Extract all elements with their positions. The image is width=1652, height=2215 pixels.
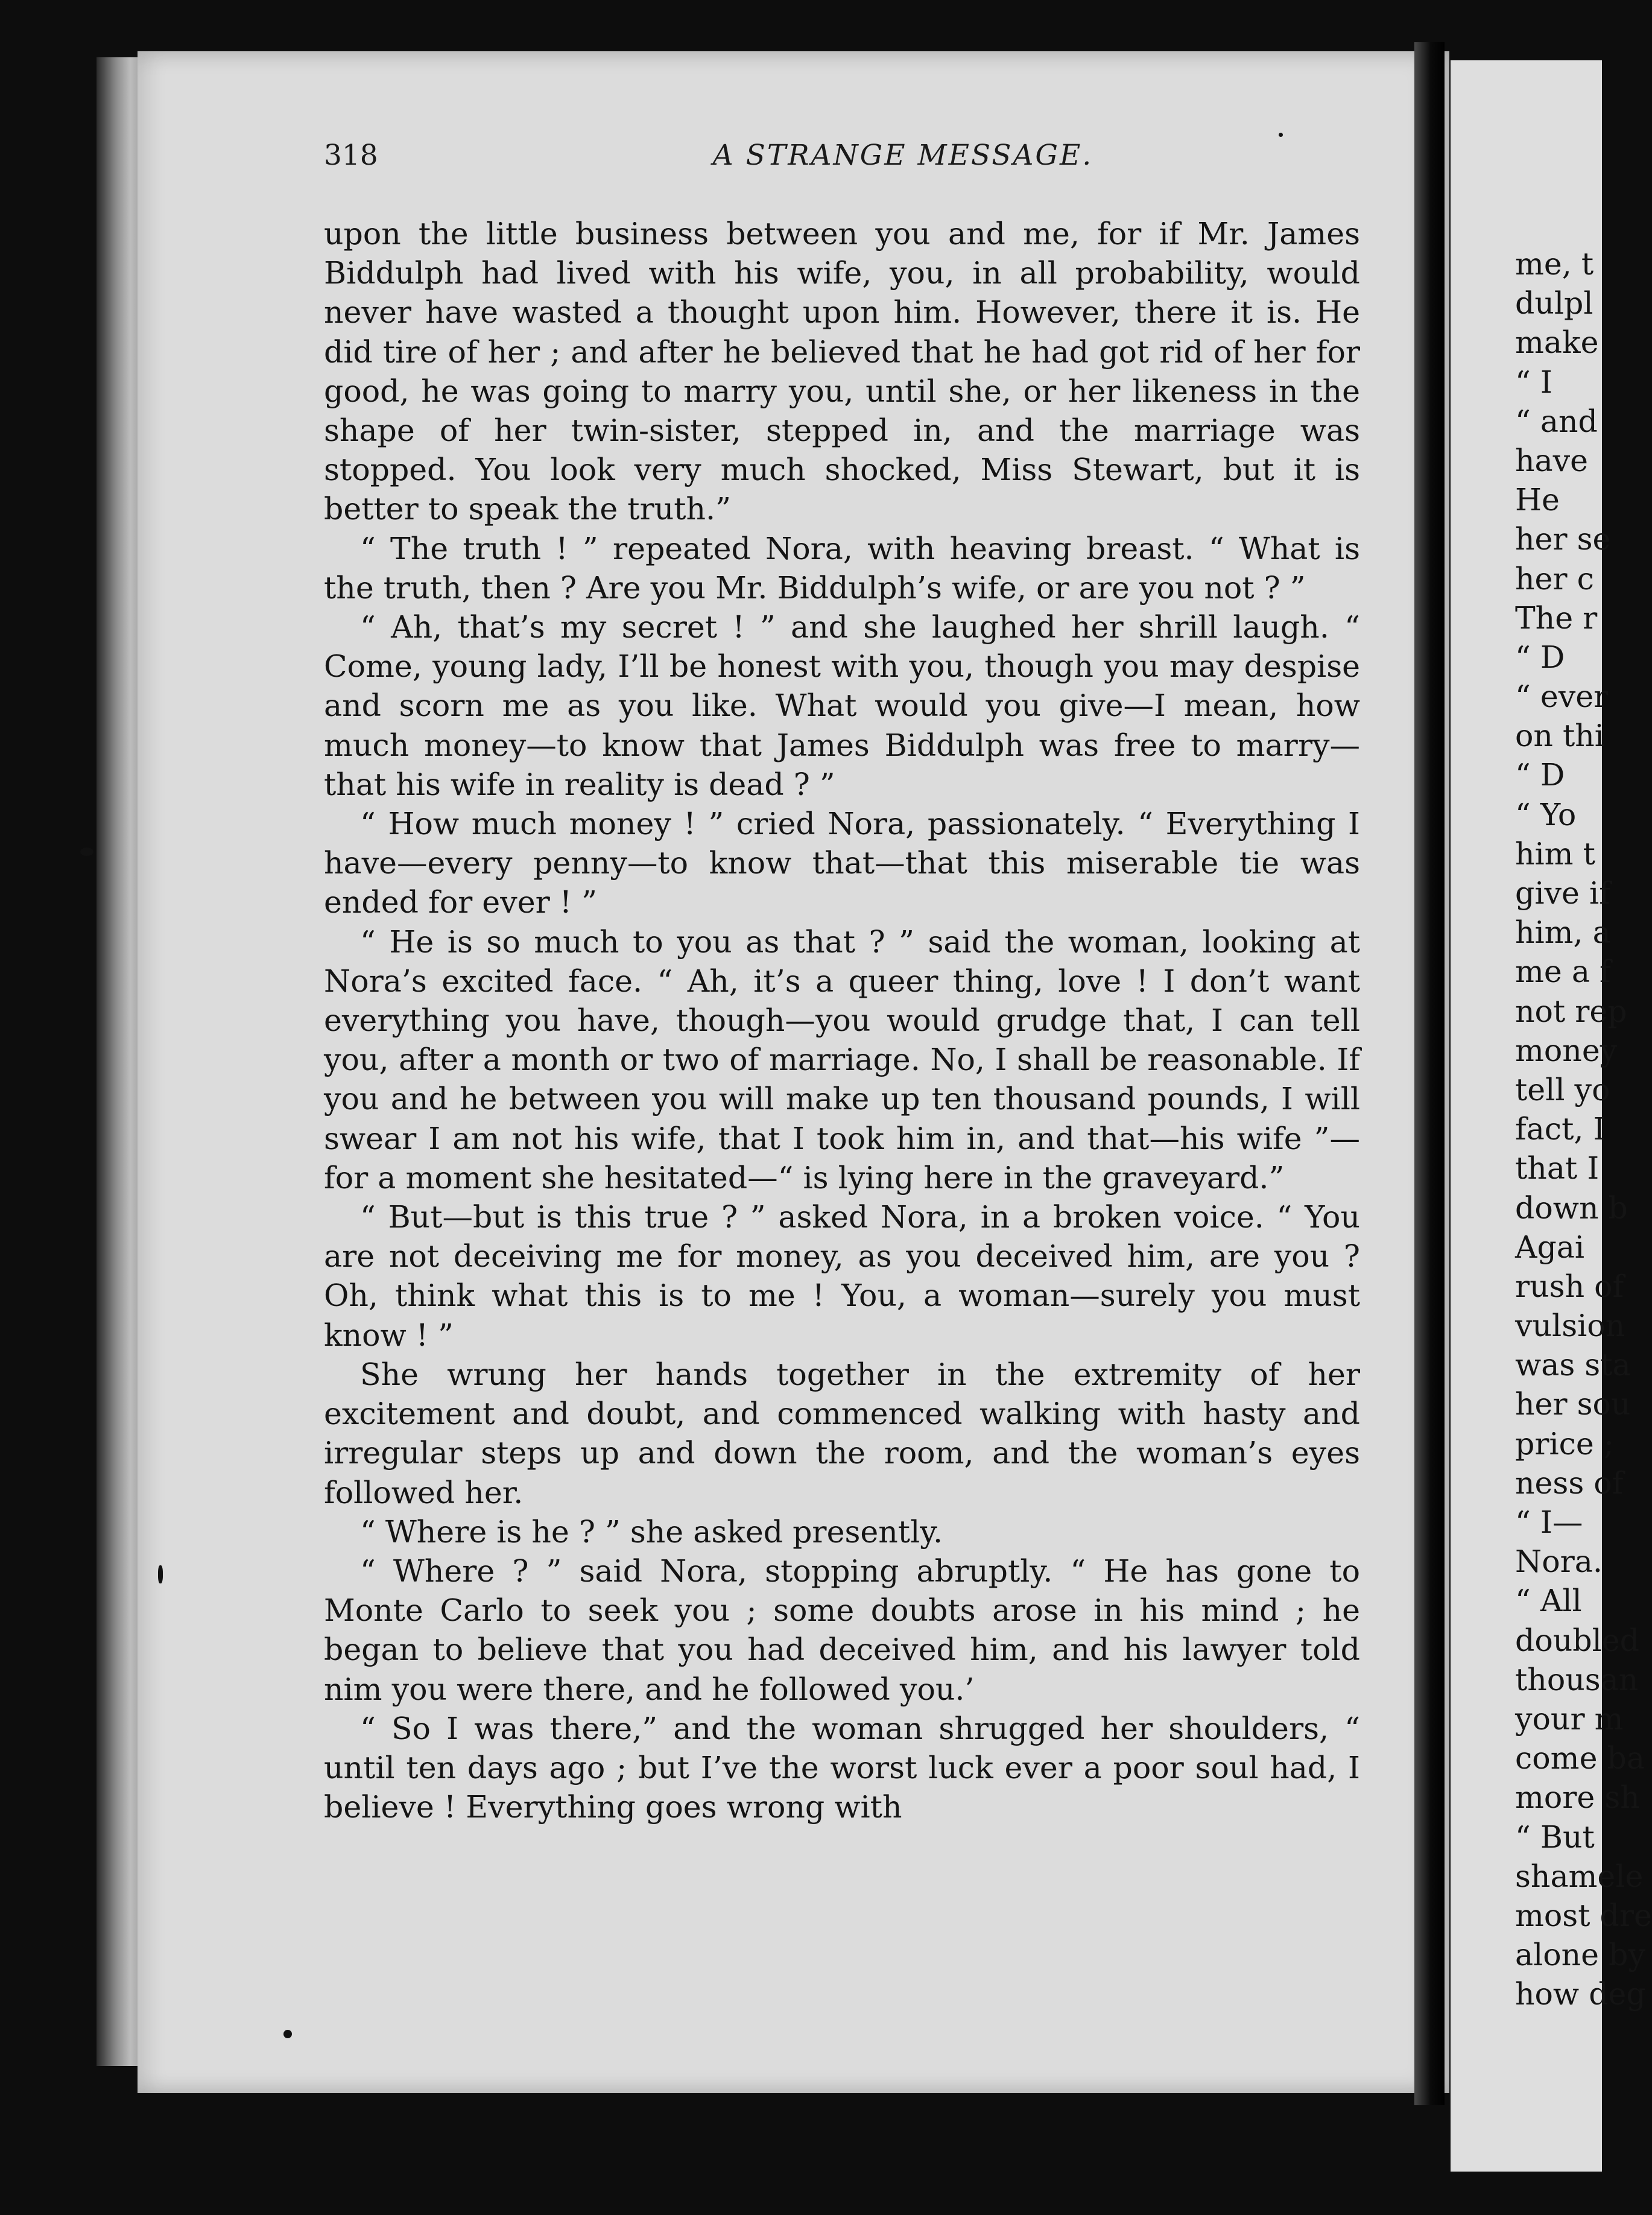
paragraph: “ How much money ! ” cried Nora, passionately. “ Everything I have—every penny—to know that—that this miserable tie was ended for ever ! ” [324,806,1360,921]
paragraph: “ Where ? ” said Nora, stopping abruptly. “ He has gone to Monte Carlo to seek you ; some doubts arose in his mind ; he began to believe that you had deceived him, and his lawyer told nim you were there, and he followed you.’ [324,1553,1360,1707]
facing-page-line: most dre [1515,1897,1652,1933]
facing-page-line: not rep [1515,993,1627,1029]
paragraph: She wrung her hands together in the extremity of her excitement and doubt, and commenced walking with hasty and irregular steps up and down the room, and the woman’s eyes followed her. [324,1356,1360,1510]
facing-page-line: He [1515,482,1560,518]
facing-page-line: her c [1515,560,1594,597]
paragraph: “ The truth ! ” repeated Nora, with heaving breast. “ What is the truth, then ? Are you Mr. Biddulph’s wife, or are you not ? ” [324,530,1360,606]
facing-page-line: make [1515,325,1599,361]
facing-page-line: “ I [1515,364,1552,400]
facing-page-line: shamele [1515,1858,1644,1894]
facing-page-line: money [1515,1032,1618,1068]
facing-page-line: give if [1515,875,1610,911]
page-number: 318 [324,139,378,172]
facing-page-line: “ D [1515,639,1565,675]
facing-page-line: “ Yo [1515,796,1577,832]
facing-page-line: dulpl [1515,285,1593,322]
facing-page-line: your m [1515,1700,1624,1737]
facing-page-line: rush of [1515,1268,1624,1304]
running-head [324,139,1343,187]
facing-page-line: “ and [1515,403,1598,439]
facing-page-line: how deg [1515,1976,1646,2012]
facing-page-line: thousan [1515,1661,1639,1697]
facing-page-line: fact, I [1515,1111,1606,1147]
paragraph: “ So I was there,” and the woman shrugged her shoulders, “ until ten days ago ; but I’ve the worst luck ever a poor soul had, I believe ! Everything goes wrong with [324,1710,1360,1825]
facing-page-line: come ba [1515,1740,1645,1776]
facing-page-line: on thi [1515,718,1604,754]
facing-page-line: him t [1515,835,1595,872]
facing-page-text [1515,244,1652,2014]
facing-page-line: “ But [1515,1819,1595,1855]
paragraph: upon the little business between you and me, for if Mr. James Biddulph had lived with his wife, you, in all probability, would never have wasted a thought upon him. However, there it is. He did tire of her ; and after he believed that he had got rid of her for good, he was going to marry you, until she, or her likeness in the shape of her twin-sister, stepped in, and the marriage was stopped. You look very much shocked, Miss Stewart, but it is better to speak the truth.” [324,216,1360,527]
facing-page-line: me, t [1515,246,1594,282]
page-body [324,214,1360,1827]
paragraph: “ He is so much to you as that ? ” said the woman, looking at Nora’s excited face. “ Ah, it’s a queer thing, love ! I don’t want everything you have, though—you would grudge that, I can tell you, after a month or two of marriage. No, I shall be reasonable. If you and he between you will make up ten thousand pounds, I will swear I am not his wife, that I took him in, and that—his wife ”—for a moment she hesitated—“ is lying here in the graveyard.” [324,924,1360,1196]
facing-page-line: ness of [1515,1465,1624,1501]
facing-page-line: alone by [1515,1937,1645,1973]
facing-page-line: doubled [1515,1622,1639,1658]
facing-page-line: Nora. [1515,1544,1603,1580]
ink-speck [1279,133,1283,137]
facing-page-line: him, a [1515,914,1611,951]
facing-page-line: her se [1515,521,1611,557]
facing-page-line: vulsion [1515,1308,1625,1344]
facing-page-line: me a f [1515,954,1611,990]
facing-page-line: “ All [1515,1583,1582,1619]
ink-speck [158,1565,163,1583]
facing-page-line: “ ever [1515,679,1609,715]
paragraph: “ Ah, that’s my secret ! ” and she laughed her shrill laugh. “ Come, young lady, I’ll be honest with you, though you may despise and scorn me as you like. What would you give—I mean, how much money—to know that James Biddulph was free to marry—that his wife in reality is dead ? ” [324,609,1360,802]
facing-page-line: was sta [1515,1347,1631,1383]
facing-page-line: down b [1515,1190,1628,1226]
facing-page-line: have [1515,442,1589,478]
facing-page-line: price ; [1515,1425,1614,1462]
facing-page-line: The r [1515,600,1598,636]
facing-page-line: more sh [1515,1779,1640,1816]
facing-page-line: her sou [1515,1386,1631,1422]
facing-page-line: that I [1515,1150,1600,1187]
ink-speck [283,2030,292,2038]
running-title: A STRANGE MESSAGE. [712,139,1093,172]
facing-page-line: Agai [1515,1229,1585,1265]
paragraph: “ Where is he ? ” she asked presently. [360,1513,943,1550]
paragraph: “ But—but is this true ? ” asked Nora, in a broken voice. “ You are not deceiving me for money, as you deceived him, are you ? Oh, think what this is to me ! You, a woman—surely you must know ! ” [324,1199,1360,1353]
ink-speck [80,848,93,856]
book-gutter [1414,42,1445,2105]
facing-page-line: “ I— [1515,1504,1583,1540]
facing-page-line: tell yo [1515,1071,1610,1108]
facing-page-line: “ D [1515,757,1565,793]
